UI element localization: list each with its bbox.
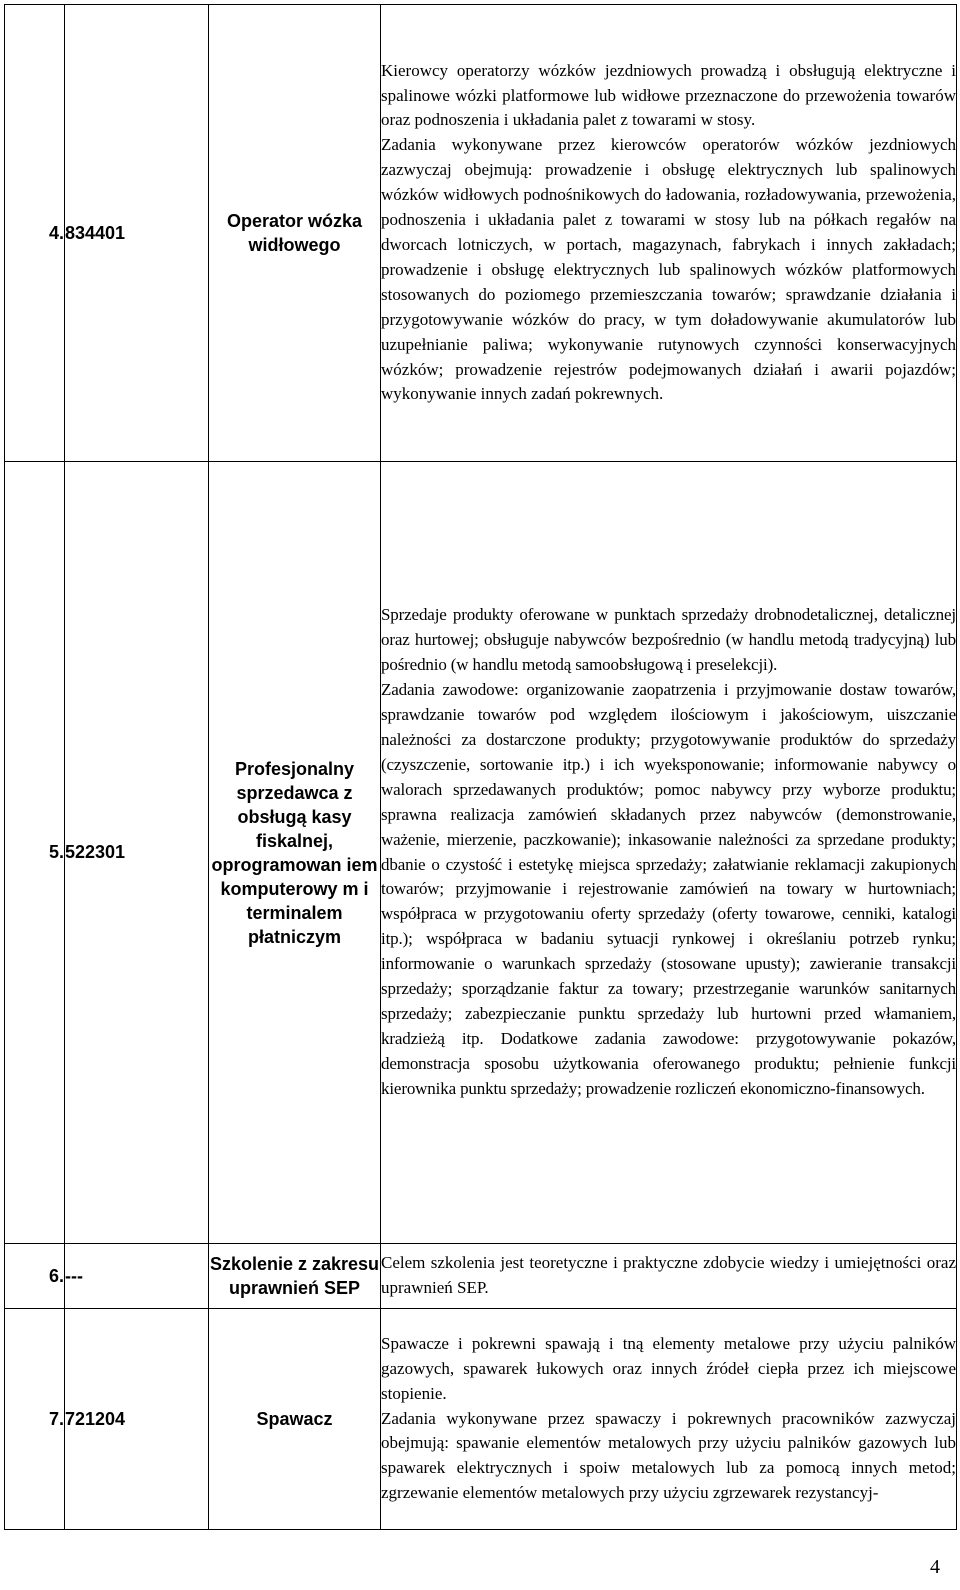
occupation-name: Profesjonalny sprzedawca z obsługą kasy fiskalnej, oprogramowan iem komputerowy m i terminalem płatniczym bbox=[209, 462, 381, 1244]
occupation-description bbox=[381, 5, 957, 462]
occupation-code: 522301 bbox=[65, 462, 209, 1244]
occupation-code: --- bbox=[65, 1244, 209, 1309]
description-paragraph: Kierowcy operatorzy wózków jezdniowych prowadzą i obsługują elektryczne i spalinowe wózki platformowe lub widłowe przeznaczone do przewożenia towarów oraz podnoszenia i układania palet z towarami w stosy. bbox=[381, 60, 956, 130]
description-paragraph: Zadania wykonywane przez kierowców operatorów wózków jezdniowych zazwyczaj obejmują: prowadzenie i obsługę elektrycznych lub spalinowych wózków widłowych podnośnikowych do ładowania, rozładowywania, przewożenia, podnoszenia i układania palet z towarami w stosy lub na półkach regałów na dworcach lotniczych, w portach, magazynach, fabrykach i innych zakładach; prowadzenie i obsługę elektrycznych lub spalinowych wózków platformowych stosowanych do poziomego przemieszczania towarów; sprawdzanie działania i przygotowywanie wózków do pracy, w tym doładowywanie akumulatorów lub uzupełnianie paliwa; wykonywanie rutynowych czynności konserwacyjnych wózków; prowadzenie rejestrów podejmowanych działań i awarii pojazdów; wykonywanie innych zadań pokrewnych. bbox=[381, 135, 956, 404]
occupation-name: Spawacz bbox=[209, 1309, 381, 1530]
occupation-description bbox=[381, 1309, 957, 1530]
occupation-description bbox=[381, 462, 957, 1244]
table-row-forklift-operator bbox=[5, 5, 957, 462]
row-number: 4. bbox=[5, 5, 65, 462]
row-number: 6. bbox=[5, 1244, 65, 1309]
row-number: 5. bbox=[5, 462, 65, 1244]
description-paragraph: Celem szkolenia jest teoretyczne i praktyczne zdobycie wiedzy i umiejętności oraz uprawnień SEP. bbox=[381, 1253, 956, 1297]
occupations-table bbox=[4, 4, 957, 1530]
table-row-sep-training bbox=[5, 1244, 957, 1309]
table-row-salesperson bbox=[5, 462, 957, 1244]
occupation-description bbox=[381, 1244, 957, 1309]
occupation-code: 721204 bbox=[65, 1309, 209, 1530]
occupation-name: Szkolenie z zakresu uprawnień SEP bbox=[209, 1244, 381, 1309]
occupation-name: Operator wózka widłowego bbox=[209, 5, 381, 462]
occupation-code: 834401 bbox=[65, 5, 209, 462]
row-number: 7. bbox=[5, 1309, 65, 1530]
page-number: 4 bbox=[930, 1556, 940, 1578]
description-paragraph: Zadania zawodowe: organizowanie zaopatrzenia i przyjmowanie dostaw towarów, sprawdzanie towarów pod względem ilościowym i jakościowym, uiszczanie należności za dostarczone produkty; przygotowywanie produktów do sprzedaży (czyszczenie, sortowanie itp.) i ich wyeksponowanie; informowanie nabywcy o walorach sprzedawanych produktów; pomoc nabywcy przy wyborze produktu; sprawna realizacja zamówień składanych przez nabywców (demonstrowanie, ważenie, mierzenie, paczkowanie); inkasowanie należności za sprzedane produkty; dbanie o czystość i estetykę miejsca sprzedaży; załatwianie reklamacji zakupionych towarów; przyjmowanie i rejestrowanie zamówień na towary w hurtowniach; współpraca w przygotowaniu oferty sprzedaży (oferty towarowe, cenniki, katalogi itp.); współpraca w badaniu sytuacji rynkowej i określaniu potrzeb rynku; informowanie o warunkach sprzedaży (stosowane upusty); zawieranie transakcji sprzedaży; sporządzanie faktur za towary; przestrzeganie warunków sanitarnych sprzedaży; zabezpieczanie punktu sprzedaży lub hurtowni przed włamaniem, kradzieżą itp. Dodatkowe zadania zawodowe: przygotowywanie pokazów, demonstracja sposobu użytkowania oferowanego produktu; pełnienie funkcji kierownika punktu sprzedaży; prowadzenie rozliczeń ekonomiczno-finansowych. bbox=[381, 680, 956, 1098]
table-row-welder bbox=[5, 1309, 957, 1530]
description-paragraph: Spawacze i pokrewni spawają i tną elementy metalowe przy użyciu palników gazowych, spawarek łukowych oraz innych źródeł ciepła przez ich miejscowe stopienie. bbox=[381, 1333, 956, 1403]
description-paragraph: Zadania wykonywane przez spawaczy i pokrewnych pracowników zazwyczaj obejmują: spawanie elementów metalowych przy użyciu palników gazowych lub spawarek elektrycznych i spoiw metalowych lub za pomocą innych metod; zgrzewanie elementów metalowych przy użyciu zgrzewarek rezystancyj- bbox=[381, 1408, 956, 1503]
description-paragraph: Sprzedaje produkty oferowane w punktach sprzedaży drobnodetalicznej, detalicznej oraz hurtowej; obsługuje nabywców bezpośrednio (w handlu metodą tradycyjną) lub pośrednio (w handlu metodą samoobsługową i preselekcji). bbox=[381, 605, 956, 675]
